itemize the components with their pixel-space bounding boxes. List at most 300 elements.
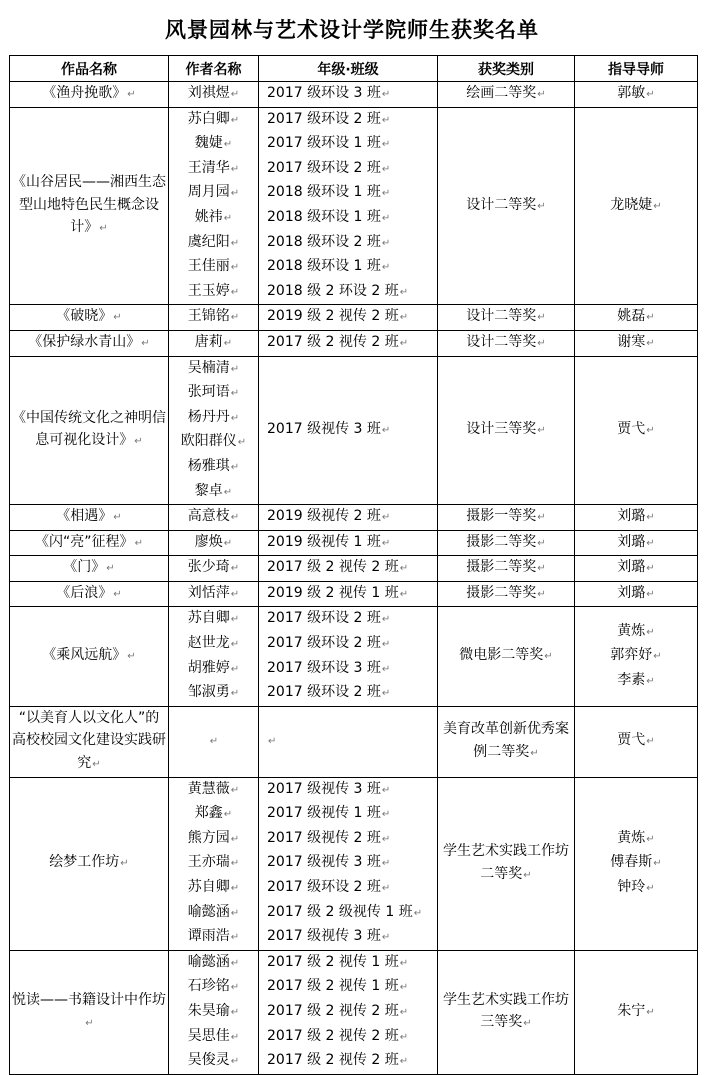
paragraph-mark-icon: ↵: [399, 957, 409, 969]
table-row: [10, 777, 698, 950]
table-row: [10, 950, 698, 1074]
class-cell: [259, 82, 438, 108]
class-name-text: 2018 级环设 1 班: [267, 258, 381, 275]
class-name: [267, 681, 435, 706]
paragraph-mark-icon: ↵: [92, 759, 101, 771]
class-cell: [259, 330, 438, 356]
class-name-text: 2017 级 2 视传 2 班: [267, 1027, 399, 1044]
paragraph-mark-icon: ↵: [230, 883, 240, 894]
paragraph-mark-icon: ↵: [381, 833, 391, 845]
table-row: [10, 82, 698, 108]
paragraph-mark-icon: ↵: [399, 588, 409, 600]
class-name-text: 2017 级视传 3 班: [267, 780, 381, 797]
authors-cell: [169, 505, 259, 531]
paragraph-mark-icon: ↵: [646, 883, 655, 894]
authors-cell: [169, 607, 259, 706]
class-name: [267, 418, 435, 443]
work-title-cell: [10, 706, 169, 777]
class-name: [267, 531, 435, 556]
mentor-name-text: 黄炼: [617, 622, 646, 639]
paragraph-mark-icon: ↵: [127, 89, 136, 100]
author-name: [171, 381, 256, 406]
mentor-name: [577, 305, 695, 330]
class-cell: [259, 777, 438, 950]
author-name: [171, 357, 256, 382]
paragraph-mark-icon: ↵: [646, 425, 655, 437]
class-name-text: 2018 级 2 环设 2 班: [267, 282, 399, 299]
class-name: [267, 607, 435, 632]
class-name: [267, 255, 435, 280]
mentor-name-text: 龙晓婕: [610, 196, 653, 213]
author-name: [171, 951, 256, 976]
table-row: [10, 356, 698, 505]
paragraph-mark-icon: ↵: [230, 363, 240, 375]
author-name-text: 黄慧薇: [187, 780, 230, 797]
authors-cell: [169, 305, 259, 331]
class-name-text: 2017 级环设 3 班: [267, 659, 381, 676]
class-cell: [259, 706, 438, 777]
paragraph-mark-icon: ↵: [230, 639, 240, 651]
work-title: 《相遇》: [56, 508, 113, 525]
paragraph-mark-icon: ↵: [646, 626, 655, 638]
paragraph-mark-icon: ↵: [381, 89, 391, 100]
header-mentor: 指导导师: [575, 56, 698, 82]
work-title-cell: [10, 82, 169, 108]
authors-cell: [169, 356, 259, 505]
paragraph-mark-icon: ↵: [230, 312, 240, 324]
award-text: 设计二等奖: [466, 196, 537, 213]
author-name-text: 熊方园: [187, 829, 230, 846]
class-name: [267, 82, 435, 107]
author-name-text: 王清华: [187, 159, 230, 176]
paragraph-mark-icon: ↵: [230, 512, 240, 524]
class-name: [267, 582, 435, 607]
award-cell: [438, 706, 575, 777]
author-name-text: 唐莉: [194, 333, 223, 350]
class-name: [267, 108, 435, 133]
class-name: [267, 181, 435, 206]
award-text: 微电影二等奖: [459, 647, 544, 664]
author-name-text: 王锦铭: [187, 308, 230, 325]
authors-cell: [169, 706, 259, 777]
paragraph-mark-icon: ↵: [399, 337, 409, 349]
mentor-name: [577, 505, 695, 530]
paragraph-mark-icon: ↵: [523, 869, 532, 881]
table-row: [10, 581, 698, 607]
paragraph-mark-icon: ↵: [646, 512, 655, 524]
author-name-text: 邹淑勇: [187, 684, 230, 701]
class-name-text: 2017 级 2 级视传 1 班: [267, 903, 413, 920]
mentor-cell: [575, 82, 698, 108]
class-cell: [259, 556, 438, 582]
class-name: [267, 632, 435, 657]
mentor-name-text: 黄炼: [617, 829, 646, 846]
author-name-text: 赵世龙: [187, 635, 230, 652]
mentor-name-text: 李素: [617, 671, 646, 688]
authors-cell: [169, 581, 259, 607]
header-award: 获奖类别: [438, 56, 575, 82]
class-name-text: 2018 级环设 1 班: [267, 184, 381, 201]
class-name-text: 2018 级环设 1 班: [267, 208, 381, 225]
award-cell: [438, 107, 575, 305]
paragraph-mark-icon: ↵: [381, 139, 391, 151]
class-name-text: 2017 级环设 3 班: [267, 85, 381, 101]
authors-cell: [169, 530, 259, 556]
paragraph-mark-icon: ↵: [544, 651, 553, 663]
author-name-text: 杨雅琪: [187, 457, 230, 474]
paragraph-mark-icon: ↵: [399, 1031, 409, 1043]
work-title: 《后浪》: [56, 584, 113, 601]
author-name: [171, 280, 256, 305]
mentor-name: [577, 1000, 695, 1025]
author-name: [171, 231, 256, 256]
class-name-text: 2017 级环设 2 班: [267, 610, 381, 627]
header-class: 年级·班级: [259, 56, 438, 82]
class-name: [267, 280, 435, 305]
paragraph-mark-icon: ↵: [113, 588, 122, 600]
paragraph-mark-icon: ↵: [230, 688, 240, 700]
award-text: 摄影二等奖: [466, 584, 537, 601]
author-name-text: 黎卓: [194, 482, 223, 499]
award-text: 设计二等奖: [466, 308, 537, 325]
class-name-text: 2017 级视传 3 班: [267, 854, 381, 871]
header-authors: 作者名称: [169, 56, 259, 82]
work-title: 《门》: [63, 559, 106, 576]
document-title: 风景园林与艺术设计学院师生获奖名单: [165, 17, 539, 42]
paragraph-mark-icon: ↵: [646, 736, 655, 748]
award-cell: [438, 556, 575, 582]
paragraph-mark-icon: ↵: [230, 907, 240, 919]
award-cell: [438, 530, 575, 556]
paragraph-mark-icon: ↵: [230, 932, 240, 944]
authors-cell: [169, 107, 259, 305]
author-name-text: 石珍铭: [187, 978, 230, 995]
paragraph-mark-icon: ↵: [646, 1006, 655, 1018]
class-name: [267, 778, 435, 803]
paragraph-mark-icon: ↵: [230, 982, 240, 994]
paragraph-mark-icon: ↵: [530, 747, 539, 759]
author-name: [171, 505, 256, 530]
paragraph-mark-icon: ↵: [413, 907, 423, 919]
paragraph-mark-icon: ↵: [223, 486, 233, 498]
work-title-cell: [10, 505, 169, 531]
class-name: [267, 1025, 435, 1050]
mentor-name: [577, 876, 695, 901]
author-name: [171, 305, 256, 330]
work-title: 绘梦工作坊: [49, 854, 120, 871]
award-cell: [438, 82, 575, 108]
mentor-name-text: 郭弈妤: [610, 647, 653, 664]
class-name-text: 2019 级 2 视传 2 班: [267, 308, 399, 325]
class-cell: [259, 581, 438, 607]
author-name: [171, 802, 256, 827]
class-name: [267, 331, 435, 356]
award-cell: [438, 330, 575, 356]
author-name-text: 刘恬萍: [187, 584, 230, 601]
author-name: [171, 657, 256, 682]
paragraph-mark-icon: ↵: [230, 1006, 240, 1018]
mentor-name: [577, 827, 695, 852]
paragraph-mark-icon: ↵: [381, 512, 391, 524]
mentor-name-text: 贾弋: [617, 421, 646, 438]
paragraph-mark-icon: ↵: [134, 436, 143, 448]
author-name-text: 朱昊瑜: [187, 1002, 230, 1019]
work-title: 《乘风远航》: [42, 647, 127, 664]
award-text: 绘画二等奖: [466, 85, 537, 101]
work-title-cell: [10, 330, 169, 356]
mentor-name-text: 刘璐: [617, 533, 646, 550]
paragraph-mark-icon: ↵: [399, 312, 409, 324]
author-name: [171, 632, 256, 657]
mentor-name: [577, 331, 695, 356]
class-name: [267, 1000, 435, 1025]
author-name-text: 张少琦: [187, 559, 230, 576]
author-name: [171, 607, 256, 632]
author-name-text: 虞纪阳: [187, 233, 230, 250]
class-name: [267, 901, 435, 926]
author-name: [171, 681, 256, 706]
class-name-text: 2017 级环设 2 班: [267, 684, 381, 701]
author-name-text: 苏自卿: [187, 879, 230, 895]
author-name: [171, 455, 256, 480]
paragraph-mark-icon: ↵: [381, 425, 391, 437]
author-name: [171, 556, 256, 581]
paragraph-mark-icon: ↵: [230, 858, 240, 870]
class-name-text: 2019 级视传 1 班: [267, 533, 381, 550]
class-name: [267, 305, 435, 330]
class-cell: [259, 305, 438, 331]
class-name: [267, 132, 435, 157]
class-name: [267, 951, 435, 976]
award-cell: [438, 356, 575, 505]
class-name-text: 2018 级环设 2 班: [267, 233, 381, 250]
author-name-text: 杨丹丹: [187, 408, 230, 425]
paragraph-mark-icon: ↵: [537, 512, 546, 524]
mentor-cell: [575, 706, 698, 777]
award-cell: [438, 950, 575, 1074]
mentor-name: [577, 418, 695, 443]
mentor-name-text: 谢寒: [617, 333, 646, 350]
class-name-text: 2017 级环设 2 班: [267, 635, 381, 652]
work-title: “以美育人以文化人”的高校校园文化建设实践研究: [12, 709, 166, 772]
paragraph-mark-icon: ↵: [223, 139, 233, 151]
paragraph-mark-icon: ↵: [230, 663, 240, 675]
header-work: 作品名称: [10, 56, 169, 82]
class-name-text: 2017 级视传 1 班: [267, 805, 381, 822]
class-cell: [259, 107, 438, 305]
mentor-name-text: 贾弋: [617, 732, 646, 749]
paragraph-mark-icon: ↵: [223, 537, 233, 549]
award-text: 摄影二等奖: [466, 533, 537, 550]
class-name-text: 2017 级视传 3 班: [267, 928, 381, 945]
table-row: [10, 305, 698, 331]
author-name: [171, 901, 256, 926]
mentor-cell: [575, 356, 698, 505]
class-name: [267, 206, 435, 231]
paragraph-mark-icon: ↵: [127, 651, 136, 663]
mentor-name-text: 郭敏: [617, 85, 646, 101]
author-name-text: 喻懿涵: [187, 903, 230, 920]
author-name: [171, 1025, 256, 1050]
author-name: [171, 331, 256, 356]
award-cell: [438, 581, 575, 607]
table-row: [10, 607, 698, 706]
paragraph-mark-icon: ↵: [399, 982, 409, 994]
work-title-cell: [10, 556, 169, 582]
author-name-text: 谭雨浩: [187, 928, 230, 945]
paragraph-mark-icon: ↵: [223, 809, 233, 821]
paragraph-mark-icon: ↵: [381, 639, 391, 651]
paragraph-mark-icon: ↵: [399, 1006, 409, 1018]
author-name: [171, 255, 256, 280]
mentor-name: [577, 194, 695, 219]
paragraph-mark-icon: ↵: [653, 651, 662, 663]
author-name: [171, 206, 256, 231]
mentor-name: [577, 531, 695, 556]
author-name: [171, 480, 256, 505]
author-name: [171, 851, 256, 876]
author-name: [171, 827, 256, 852]
class-name-text: 2017 级视传 2 班: [267, 829, 381, 846]
class-name-text: 2019 级视传 2 班: [267, 508, 381, 525]
paragraph-mark-icon: ↵: [230, 588, 240, 600]
author-name: [171, 1000, 256, 1025]
mentor-cell: [575, 581, 698, 607]
table-row: [10, 706, 698, 777]
mentor-cell: [575, 607, 698, 706]
class-cell: [259, 356, 438, 505]
paragraph-mark-icon: ↵: [537, 89, 546, 100]
paragraph-mark-icon: ↵: [381, 163, 391, 175]
paragraph-mark-icon: ↵: [653, 858, 662, 870]
class-cell: [259, 950, 438, 1074]
work-title: 《破晓》: [56, 308, 113, 325]
class-name-text: 2017 级环设 2 班: [267, 879, 381, 895]
class-name-text: 2017 级环设 2 班: [267, 159, 381, 176]
paragraph-mark-icon: ↵: [99, 223, 108, 235]
class-cell: [259, 607, 438, 706]
class-name-text: 2017 级 2 视传 1 班: [267, 978, 399, 995]
award-text: 学生艺术实践工作坊三等奖: [443, 991, 569, 1031]
mentor-name: [577, 620, 695, 645]
award-cell: [438, 607, 575, 706]
paragraph-mark-icon: ↵: [230, 163, 240, 175]
paragraph-mark-icon: ↵: [223, 212, 233, 224]
mentor-name: [577, 669, 695, 694]
header-row: [10, 56, 698, 82]
paragraph-mark-icon: ↵: [223, 337, 233, 349]
award-cell: [438, 777, 575, 950]
class-cell: [259, 505, 438, 531]
mentor-cell: [575, 330, 698, 356]
work-title: 悦读——书籍设计中作坊: [12, 991, 166, 1008]
paragraph-mark-icon: ↵: [230, 614, 240, 626]
paragraph-mark-icon: ↵: [381, 784, 391, 796]
author-name: [171, 876, 256, 901]
paragraph-mark-icon: ↵: [209, 736, 219, 748]
class-name-text: 2017 级视传 3 班: [267, 421, 381, 438]
class-name-text: 2017 级 2 视传 1 班: [267, 953, 399, 970]
author-name-text: 魏婕: [194, 135, 223, 152]
class-name: [267, 827, 435, 852]
award-cell: [438, 305, 575, 331]
work-title-cell: [10, 777, 169, 950]
authors-cell: [169, 82, 259, 108]
paragraph-mark-icon: ↵: [399, 286, 409, 298]
work-title: 《山谷居民——湘西生态型山地特色民生概念设计》: [12, 174, 166, 236]
paragraph-mark-icon: ↵: [381, 537, 391, 549]
author-name: [171, 108, 256, 133]
class-name-text: 2019 级 2 视传 1 班: [267, 584, 399, 601]
table-row: [10, 330, 698, 356]
author-name-text: 高意枝: [187, 508, 230, 525]
paragraph-mark-icon: ↵: [537, 425, 546, 437]
author-name-text: 王亦瑞: [187, 854, 230, 871]
mentor-cell: [575, 530, 698, 556]
award-text: 设计三等奖: [466, 421, 537, 438]
paragraph-mark-icon: ↵: [399, 563, 409, 575]
paragraph-mark-icon: ↵: [646, 675, 655, 687]
mentor-name: [577, 729, 695, 754]
paragraph-mark-icon: ↵: [646, 337, 655, 349]
author-name: [171, 406, 256, 431]
mentor-name-text: 姚磊: [617, 308, 646, 325]
paragraph-mark-icon: ↵: [85, 1018, 94, 1030]
paragraph-mark-icon: ↵: [230, 784, 240, 796]
paragraph-mark-icon: ↵: [113, 512, 122, 524]
paragraph-mark-icon: ↵: [237, 437, 247, 449]
paragraph-mark-icon: ↵: [230, 188, 240, 200]
paragraph-mark-icon: ↵: [399, 1056, 409, 1068]
class-name-text: 2017 级环设 1 班: [267, 135, 381, 152]
paragraph-mark-icon: ↵: [381, 883, 391, 894]
author-name: [171, 531, 256, 556]
award-text: 美育改革创新优秀案例二等奖: [443, 721, 569, 760]
work-title: 《闪“亮”征程》: [35, 533, 134, 550]
mentor-cell: [575, 305, 698, 331]
paragraph-mark-icon: ↵: [381, 614, 391, 626]
author-name: [171, 925, 256, 950]
paragraph-mark-icon: ↵: [381, 663, 391, 675]
work-title-cell: [10, 607, 169, 706]
paragraph-mark-icon: ↵: [537, 337, 546, 349]
class-name: [267, 876, 435, 901]
paragraph-mark-icon: ↵: [646, 312, 655, 324]
paragraph-mark-icon: ↵: [646, 588, 655, 600]
work-title: 《保护绿水青山》: [28, 333, 141, 350]
authors-cell: [169, 777, 259, 950]
award-text: 摄影二等奖: [466, 559, 537, 576]
paragraph-mark-icon: ↵: [230, 388, 240, 400]
work-title-cell: [10, 581, 169, 607]
author-name-text: 姚祎: [194, 208, 223, 225]
class-name: [267, 157, 435, 182]
author-name: [171, 82, 256, 107]
work-title: 《中国传统文化之神明信息可视化设计》: [12, 409, 166, 449]
paragraph-mark-icon: ↵: [230, 1031, 240, 1043]
paragraph-mark-icon: ↵: [230, 412, 240, 424]
paragraph-mark-icon: ↵: [646, 563, 655, 575]
class-name: [267, 1049, 435, 1074]
class-name: [267, 851, 435, 876]
paragraph-mark-icon: ↵: [230, 1056, 240, 1068]
work-title: 《渔舟挽歌》: [42, 85, 127, 101]
paragraph-mark-icon: ↵: [230, 833, 240, 845]
authors-cell: [169, 556, 259, 582]
author-name: [171, 157, 256, 182]
class-name-text: 2017 级环设 2 班: [267, 110, 381, 127]
paragraph-mark-icon: ↵: [106, 563, 115, 575]
